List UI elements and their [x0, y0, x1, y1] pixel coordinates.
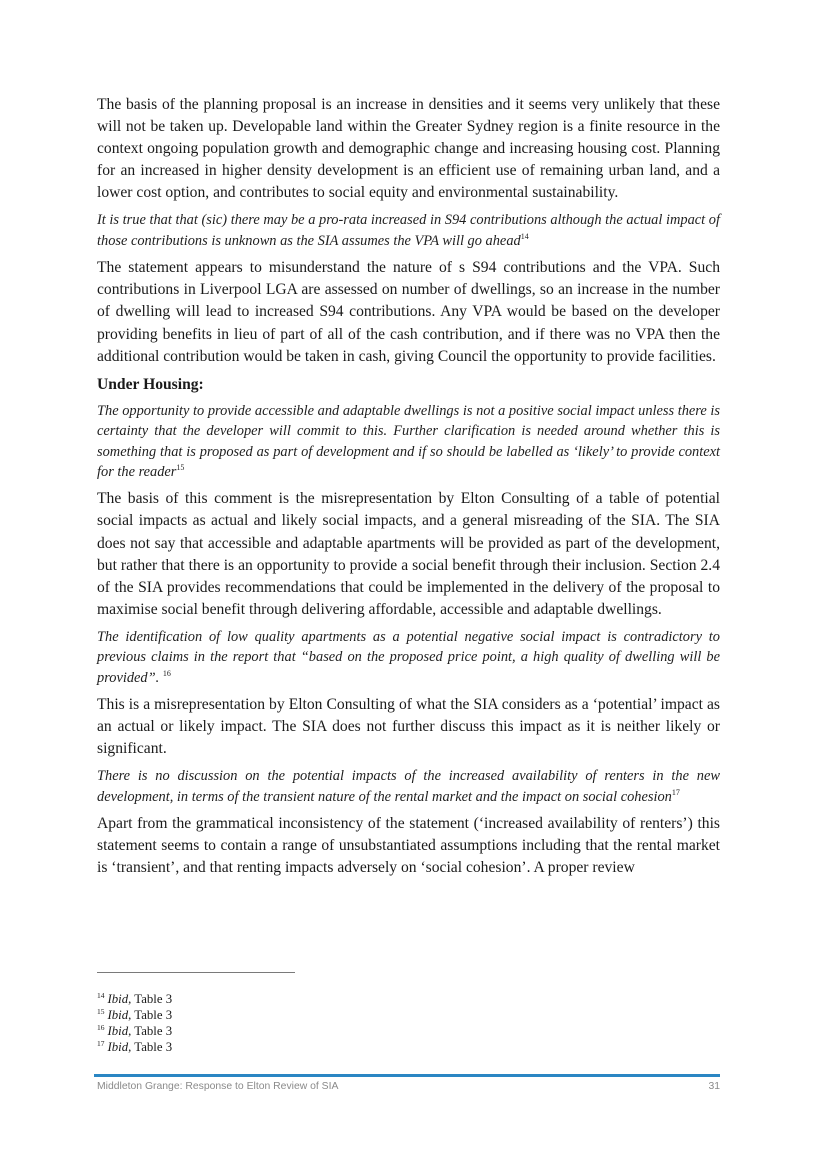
footnote-number: 14 — [97, 990, 105, 1000]
footnote-item — [97, 1039, 497, 1055]
quote-text: It is true that that (sic) there may be a pro-rata increased in S94 contributions although the actual impact of those contributions is unknown as the SIA assumes the VPA will go ahead — [97, 212, 720, 249]
footnote-number: 16 — [97, 1022, 105, 1032]
paragraph-accessible-response: The basis of this comment is the misrepresentation by Elton Consulting of a table of potential social impacts as actual and likely social impacts, and a general misreading of the SIA. The SIA does not say that accessible and adaptable apartments will be provided as part of the development, but rather that there is an opportunity to provide a social benefit through their inclusion. Section 2.4 of the SIA provides recommendations that could be implemented in the delivery of the proposal to maximise social benefit through delivering affordable, accessible and adaptable dwellings. — [97, 490, 720, 618]
footnote-ref[interactable]: 16 — [162, 668, 171, 678]
footer-rule — [94, 1074, 720, 1077]
page-footer — [97, 1081, 720, 1092]
footnote-ibid: Ibid — [107, 992, 129, 1006]
footnote-ref-text: , Table 3 — [128, 1040, 173, 1054]
paragraph-renters-response: Apart from the grammatical inconsistency of the statement (‘increased availability of renters’) this statement seems to contain a range of unsubstantiated assumptions including that the rental market is ‘transient’, and that renting impacts adversely on ‘social cohesion’. A proper review — [97, 815, 720, 877]
paragraph-s94-response: The statement appears to misunderstand the nature of s S94 contributions and the VPA. Such contributions in Liverpool LGA are assessed on number of dwellings, so an increase in the number of dwelling will lead to increased S94 contributions. Any VPA would be based on the developer providing benefits in lieu of part of all of the cash contribution, and if there was no VPA then the additional contribution would be taken in cash, giving Council the opportunity to provide facilities. — [97, 259, 720, 365]
footnote-ref[interactable]: 14 — [520, 232, 529, 242]
footnote-ibid: Ibid — [107, 1024, 129, 1038]
quote-text: The identification of low quality apartments as a potential negative social impact is contradictory to previous claims in the report that “based on the proposed price point, a high quality of dwelling will be provided”. — [97, 628, 720, 686]
footnote-number: 15 — [97, 1006, 105, 1016]
page-number: 31 — [708, 1081, 720, 1092]
footnote-ref[interactable]: 15 — [176, 463, 185, 473]
footnote-item — [97, 1023, 497, 1039]
document-body — [97, 94, 720, 886]
section-heading-housing: Under Housing: — [97, 375, 204, 393]
footnote-ref-text: , Table 3 — [128, 992, 173, 1006]
footer-title: Middleton Grange: Response to Elton Review of SIA — [97, 1081, 339, 1092]
paragraph-planning-basis: The basis of the planning proposal is an increase in densities and it seems very unlikely that these will not be taken up. Developable land within the Greater Sydney region is a finite resource in the context ongoing population growth and demographic change and increasing housing cost. Planning for an increased in higher density development is an efficient use of remaining urban land, and a lower cost option, and contributes to social equity and environmental sustainability. — [97, 96, 720, 202]
footnote-ref[interactable]: 17 — [671, 788, 680, 798]
footnote-item — [97, 991, 497, 1007]
quote-renters — [97, 766, 720, 807]
footnotes — [97, 991, 497, 1055]
footnote-ibid: Ibid — [107, 1008, 129, 1022]
footnote-number: 17 — [97, 1038, 105, 1048]
footnote-ref-text: , Table 3 — [128, 1008, 173, 1022]
quote-accessible-dwellings — [97, 401, 720, 483]
quote-text: The opportunity to provide accessible and adaptable dwellings is not a positive social impact unless there is certainty that the developer will commit to this. Further clarification is needed around whether this is something that is proposed as part of development and if so should be labelled as ‘likely’ to provide context for the reader — [97, 402, 720, 480]
footnote-item — [97, 1007, 497, 1023]
footnote-ibid: Ibid — [107, 1040, 129, 1054]
quote-text: There is no discussion on the potential impacts of the increased availability of renters in the new development, in terms of the transient nature of the rental market and the impact on social cohesion — [97, 768, 720, 805]
quote-s94-contributions — [97, 210, 720, 251]
quote-low-quality-apartments — [97, 627, 720, 688]
footnote-ref-text: , Table 3 — [128, 1024, 173, 1038]
paragraph-quality-response: This is a misrepresentation by Elton Consulting of what the SIA considers as a ‘potential’ impact as an actual or likely impact. The SIA does not further discuss this impact as it is neither likely or significant. — [97, 696, 720, 758]
footnote-separator — [97, 972, 295, 973]
